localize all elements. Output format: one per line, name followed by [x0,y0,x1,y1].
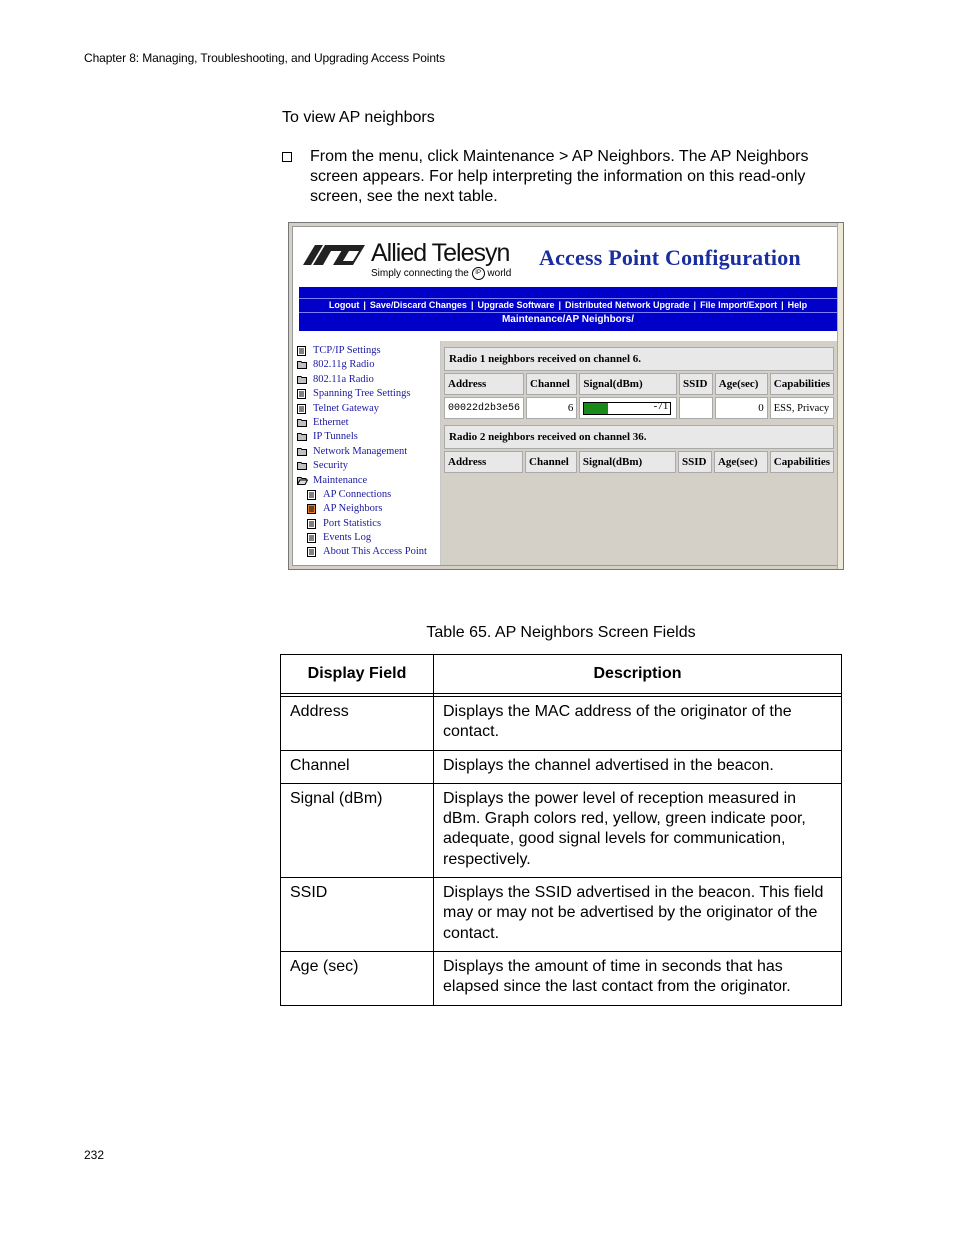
sidebar-item-network-management[interactable] [297,445,439,459]
neighbors-panel [441,341,837,565]
fields-table [280,654,842,1006]
sidebar-item-label: Port Statistics [323,517,382,529]
ip-circle-icon: IP [472,267,485,280]
nav-help-link[interactable]: Help [787,300,808,310]
browser-viewport [292,226,838,566]
procedure-title: To view AP neighbors [282,109,435,126]
col-ssid: SSID [679,373,713,395]
sidebar-item-spanning-tree-settings[interactable] [297,387,439,401]
sidebar-item-label: Maintenance [313,474,368,486]
field-name: Channel [281,750,434,783]
nav-upgrade-software-link[interactable]: Upgrade Software [477,300,555,310]
folder-icon [297,360,306,370]
sidebar-item-label: 802.11g Radio [313,359,375,371]
header-description: Description [434,655,842,694]
signal-value: -71 [653,399,669,412]
radio1-table [442,371,836,421]
page-icon [307,547,316,557]
sidebar-item-about-this-access-point[interactable] [297,545,439,559]
field-name: Address [281,697,434,751]
brand-name: Allied Telesyn [371,239,510,267]
col-capabilities: Capabilities [770,451,834,473]
sidebar-item-label: Events Log [323,532,372,544]
cell-capabilities: ESS, Privacy [770,397,834,419]
table-row [281,951,842,1005]
ap-neighbors-screenshot [288,222,844,570]
col-signal: Signal(dBm) [579,373,677,395]
folder-icon [297,375,306,385]
cell-channel: 6 [526,397,577,419]
sidebar-item-label: Telnet Gateway [313,402,380,414]
table-row [444,397,834,419]
radio2-table [442,449,836,475]
sidebar-item-ethernet[interactable] [297,416,439,430]
page-icon [297,404,306,414]
signal-bar [583,399,671,415]
field-description: Displays the power level of reception measured in dBm. Graph colors red, yellow, green indicate poor, adequate, good signal levels for communication, respectively. [434,783,842,877]
sidebar-item-label: Spanning Tree Settings [313,388,411,400]
radio1-heading: Radio 1 neighbors received on channel 6. [444,347,834,371]
sidebar-item-802-11g-radio[interactable] [297,358,439,372]
sidebar-item-ip-tunnels[interactable] [297,430,439,444]
col-address: Address [444,451,523,473]
col-channel: Channel [525,451,577,473]
folder-icon [297,447,306,457]
table-row [281,878,842,952]
field-description: Displays the channel advertised in the beacon. [434,750,842,783]
breadcrumb: Maintenance/AP Neighbors/ [501,314,635,325]
sidebar-item-label: Security [313,460,348,472]
sidebar-item-ap-connections[interactable] [297,488,439,502]
page-icon [297,389,306,399]
nav-logout-link[interactable]: Logout [328,300,360,310]
signal-bar-fill [584,403,607,414]
radio2-neighbors [444,425,834,475]
top-nav-bar [299,287,837,331]
header-display-field: Display Field [281,655,434,694]
nav-links: Logout | Save/Discard Changes | Upgrade Software | Distributed Network Upgrade | File Import/Export | Help [328,300,808,310]
sidebar-item-label: AP Connections [323,488,392,500]
col-ssid: SSID [678,451,712,473]
sidebar-item-label: Ethernet [313,416,349,428]
nav-file-import-export-link[interactable]: File Import/Export [700,300,778,310]
sidebar-item-label: 802.11a Radio [313,373,374,385]
allied-telesyn-logo-icon [303,245,365,265]
sidebar-item-tcp-ip-settings[interactable] [297,344,439,358]
cell-age: 0 [715,397,768,419]
open-folder-icon [297,476,306,486]
sidebar-item-label: IP Tunnels [313,431,358,443]
table-row [281,750,842,783]
field-description: Displays the amount of time in seconds that has elapsed since the last contact from the originator. [434,951,842,1005]
page-number: 232 [84,1148,105,1162]
nav-distributed-upgrade-link[interactable]: Distributed Network Upgrade [565,300,690,310]
page-title: Access Point Configuration [539,245,801,270]
cell-address: 00022d2b3e56 [444,397,524,419]
selected-page-icon [307,504,316,514]
procedure-step-text: From the menu, click Maintenance > AP Neighbors. The AP Neighbors screen appears. For help interpreting the information on this read-only screen, see the next table. [310,148,809,205]
table-caption: Table 65. AP Neighbors Screen Fields [426,624,696,641]
brand-tagline: Simply connecting the IP world [371,268,512,280]
cell-signal [579,397,677,419]
page-icon [307,519,316,529]
sidebar-item-label: TCP/IP Settings [313,345,381,356]
table-row [281,783,842,877]
sidebar-item-telnet-gateway[interactable] [297,402,439,416]
folder-icon [297,418,306,428]
col-channel: Channel [526,373,577,395]
col-capabilities: Capabilities [770,373,834,395]
radio1-neighbors [444,347,834,421]
cell-ssid [679,397,713,419]
table-row [281,697,842,751]
field-name: Signal (dBm) [281,783,434,877]
page-icon [307,490,316,500]
field-description: Displays the MAC address of the originator of the contact. [434,697,842,751]
field-name: SSID [281,878,434,952]
sidebar-item-events-log[interactable] [297,531,439,545]
nav-save-discard-link[interactable]: Save/Discard Changes [369,300,467,310]
sidebar-item-port-statistics[interactable] [297,517,439,531]
col-age: Age(sec) [714,451,768,473]
sidebar-menu [297,344,439,560]
field-description: Displays the SSID advertised in the beacon. This field may or may not be advertised by the originator of the contact. [434,878,842,952]
chapter-header: Chapter 8: Managing, Troubleshooting, and Upgrading Access Points [84,51,446,65]
folder-icon [297,432,306,442]
page-icon [297,346,306,356]
field-name: Age (sec) [281,951,434,1005]
folder-icon [297,461,306,471]
col-age: Age(sec) [715,373,768,395]
col-signal: Signal(dBm) [579,451,676,473]
checkbox-bullet-icon [282,152,292,162]
vertical-scrollbar[interactable] [837,223,843,569]
page-icon [307,533,316,543]
sidebar-item-label: Network Management [313,445,408,457]
sidebar-item-maintenance[interactable] [297,474,439,488]
sidebar-item-label: About This Access Point [323,546,427,558]
sidebar-item-label: AP Neighbors [323,503,383,515]
col-address: Address [444,373,524,395]
sidebar-item-802-11a-radio[interactable] [297,373,439,387]
radio2-heading: Radio 2 neighbors received on channel 36. [444,425,834,449]
procedure-step [282,147,842,207]
allied-telesyn-logo [303,239,523,281]
sidebar-item-ap-neighbors[interactable] [297,502,439,516]
sidebar-item-security[interactable] [297,459,439,473]
